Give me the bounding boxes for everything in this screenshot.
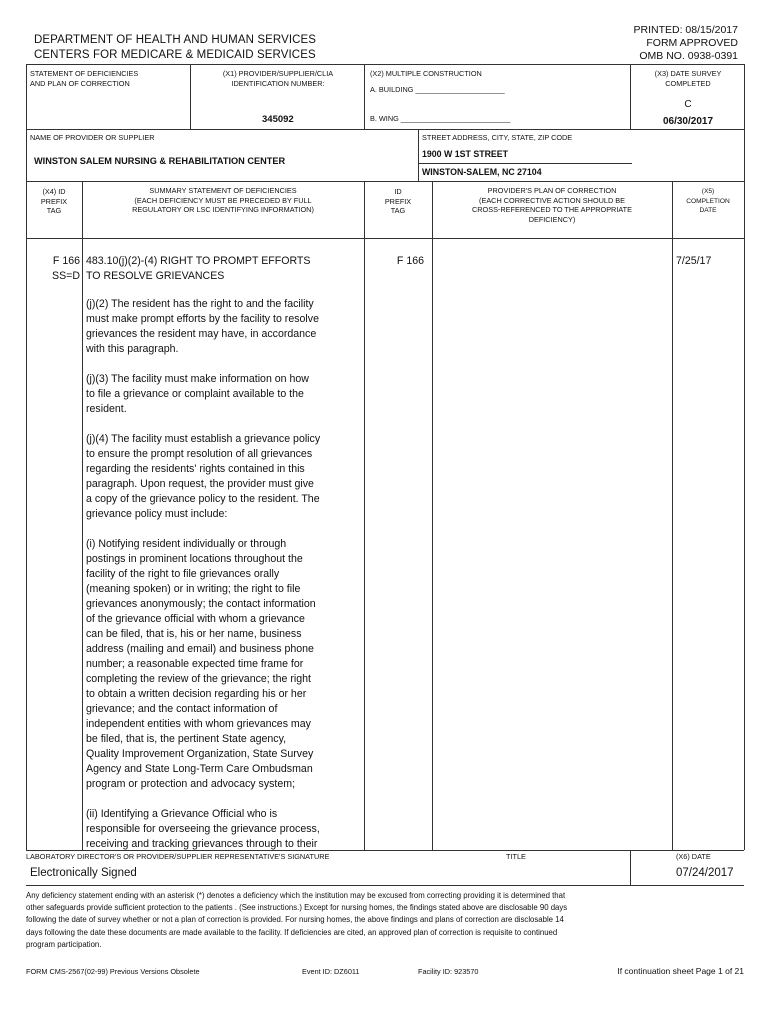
provider-name-label: NAME OF PROVIDER OR SUPPLIER — [30, 133, 155, 142]
provider-id-value: 345092 — [262, 114, 294, 125]
statement-of-deficiencies-label: STATEMENT OF DEFICIENCIES AND PLAN OF CORRECTION — [30, 69, 139, 88]
department-name: DEPARTMENT OF HEALTH AND HUMAN SERVICES — [34, 34, 317, 46]
page-indicator: If continuation sheet Page 1 of 21 — [617, 966, 744, 976]
building-field: A. BUILDING ______________________ — [370, 85, 505, 94]
street-address: 1900 W 1ST STREET — [422, 149, 509, 159]
signature-label: LABORATORY DIRECTOR'S OR PROVIDER/SUPPLIER REPRESENTATIVE'S SIGNATURE — [26, 852, 330, 861]
completion-date: 7/25/17 — [676, 255, 712, 267]
paragraph: (i) Notifying resident individually or through postings in prominent locations throughout the facility of the right to file grievances orally (meaning spoken) or in writing; the right to file grievances anonymously; the contact information of the grievance official with whom a grievance can be filed, that is, his or her name, business address (mailing and email) and business phone number; a reasonable expected time frame for completing the review of the grievance; the right to obtain a written decision regarding his or her grievance; and the contact information of independent entities with whom grievances may be filed, that is, the pertinent State agency, Quality Improvement Organization, State Survey Agency and State Long-Term Care Ombudsman program or protection and advocacy system; — [86, 538, 316, 790]
plan-id-tag: F 166 — [396, 255, 424, 267]
deficiency-tag-block — [26, 254, 80, 284]
paragraph: (ii) Identifying a Grievance Official who is responsible for overseeing the grievance process, receiving and tracking grievances through to their — [86, 808, 320, 850]
facility-id: Facility ID: 923570 — [418, 967, 479, 976]
printed-date: PRINTED: 08/15/2017 — [633, 24, 738, 36]
city-state-zip: WINSTON-SALEM, NC 27104 — [422, 167, 542, 177]
disclaimer-text: Any deficiency statement ending with an asterisk (*) denotes a deficiency which the institution may be excused from correcting providing it is determined that other safeguards provide sufficient protection to the patients . (See instructions.) Except for nursing homes, the findings stated above are disclosable 90 days following the date of survey whether or not a plan of correction is provided. For nursing homes, the above findings and plans of correction are disclosable 14 days following the date these documents are made available to the facility. If deficiencies are cited, an approved plan of correction is requisite to continued program participation. — [26, 891, 568, 949]
omb-number: OMB NO. 0938-0391 — [639, 50, 738, 62]
event-id: Event ID: DZ6011 — [302, 967, 360, 976]
scope-severity: SS=D — [52, 270, 80, 282]
department-header — [34, 33, 316, 63]
signature-date-label: (X6) DATE — [676, 852, 711, 861]
completion-date-header: (X5) COMPLETION DATE — [686, 188, 730, 214]
street-address-label: STREET ADDRESS, CITY, STATE, ZIP CODE — [422, 133, 573, 142]
date-survey-completed-label: (X3) DATE SURVEY COMPLETED — [654, 69, 722, 88]
paragraph: (j)(2) The resident has the right to and the facility must make prompt efforts by the facility to resolve grievances the resident may have, in accordance with this paragraph. — [86, 298, 319, 355]
plan-of-correction-header: PROVIDER'S PLAN OF CORRECTION (EACH CORRECTIVE ACTION SHOULD BE CROSS-REFERENCED TO THE APPROPRIATE DEFICIENCY) — [471, 186, 633, 224]
survey-type-code: C — [684, 99, 692, 110]
form-number: FORM CMS-2567(02-99) Previous Versions Obsolete — [26, 967, 200, 976]
wing-field: B. WING ___________________________ — [370, 114, 511, 123]
signature-date: 07/24/2017 — [676, 867, 734, 879]
paragraph: (j)(4) The facility must establish a grievance policy to ensure the prompt resolution of all grievances regarding the residents' rights contained in this paragraph. Upon request, the provider must give a copy of the grievance policy to the resident. The grievance policy must include: — [86, 433, 321, 520]
title-label: TITLE — [506, 852, 526, 861]
form-approval-block — [634, 24, 738, 63]
provider-name: WINSTON SALEM NURSING & REHABILITATION CENTER — [34, 156, 286, 166]
x4-prefix-tag-header: (X4) ID PREFIX TAG — [40, 187, 68, 215]
signature-value: Electronically Signed — [30, 867, 137, 879]
summary-statement-header: SUMMARY STATEMENT OF DEFICIENCIES (EACH DEFICIENCY MUST BE PRECEDED BY FULL REGULATORY OR LSC IDENTIFYING INFORMATION) — [132, 186, 314, 214]
id-prefix-tag-header: ID PREFIX TAG — [384, 187, 412, 215]
paragraph: (j)(3) The facility must make information on how to file a grievance or complaint available to the resident. — [86, 373, 309, 415]
agency-name: CENTERS FOR MEDICARE & MEDICAID SERVICES — [34, 49, 316, 61]
deficiency-text — [86, 297, 364, 867]
form-approved: FORM APPROVED — [646, 37, 738, 49]
deficiency-tag: F 166 — [52, 255, 80, 267]
provider-id-label: (X1) PROVIDER/SUPPLIER/CLIA IDENTIFICATION NUMBER: — [222, 69, 334, 88]
deficiency-title: 483.10(j)(2)-(4) RIGHT TO PROMPT EFFORTS TO RESOLVE GRIEVANCES — [86, 255, 311, 282]
multiple-construction-label: (X2) MULTIPLE CONSTRUCTION — [370, 69, 482, 78]
survey-completed-date: 06/30/2017 — [662, 116, 714, 127]
